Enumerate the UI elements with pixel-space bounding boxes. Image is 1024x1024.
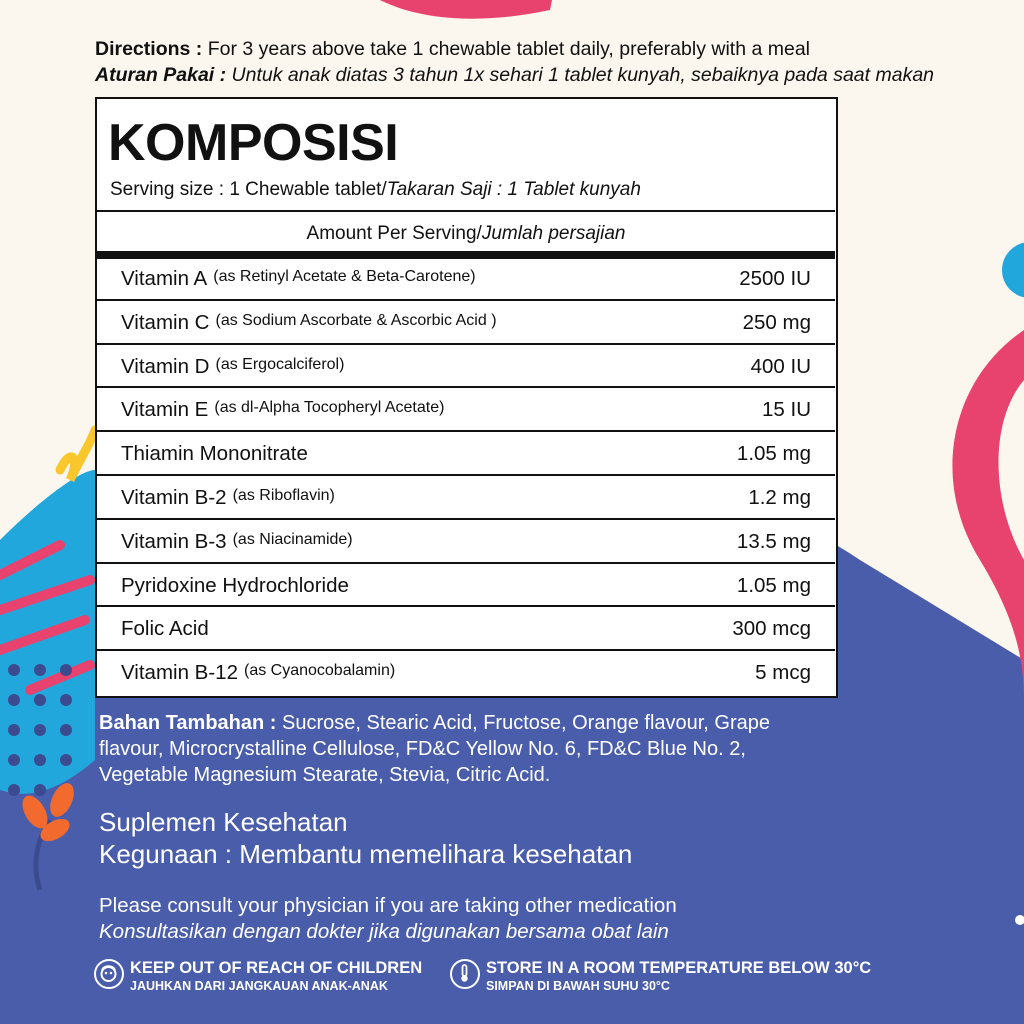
nutrient-amount: 250 mg [742,310,811,334]
serving-size [110,179,641,201]
nutrient-name: Pyridoxine Hydrochloride [121,573,349,597]
nutrient-name: Vitamin A [121,267,208,290]
nutrient-amount: 1.05 mg [736,573,811,597]
nutrient-source: (as Niacinamide) [232,530,353,548]
nutrient-table [97,257,835,695]
supplement-info [99,806,632,870]
nutrient-name: Vitamin C [121,310,210,334]
composition-header [97,99,835,212]
nutrient-amount: 300 mcg [732,617,811,641]
additives-label: Bahan Tambahan : [99,712,277,734]
cyan-dot-right [1002,242,1024,298]
table-row [97,301,835,345]
storage-warning-en: STORE IN A ROOM TEMPERATURE BELOW 30°C [486,959,872,977]
pink-brush-top [380,0,552,19]
table-row [97,607,835,651]
nutrient-name: Vitamin B-3 [121,529,227,553]
children-warning-en: KEEP OUT OF REACH OF CHILDREN [130,959,423,977]
amount-en: Amount Per Serving/ [306,223,482,244]
supplement-line1: Suplemen Kesehatan [99,807,348,837]
nutrient-source: (as Riboflavin) [232,486,335,504]
table-row [97,651,835,695]
table-row [97,257,835,301]
nutrient-source: (as dl-Alpha Tocopheryl Acetate) [214,399,445,417]
consult-en: Please consult your physician if you are taking other medication [99,894,677,917]
consult-note [99,893,677,945]
nutrient-name: Vitamin E [121,398,209,422]
child-face-icon [94,959,124,989]
table-row [97,564,835,608]
nutrient-name: Vitamin D [121,354,210,378]
nutrient-amount: 15 IU [762,398,811,422]
nutrient-source: (as Sodium Ascorbate & Ascorbic Acid ) [215,311,497,329]
nutrient-name: Folic Acid [121,617,209,641]
nutrient-amount: 2500 IU [739,267,811,290]
nutrient-name: Thiamin Mononitrate [121,442,308,466]
composition-panel [95,97,838,698]
nutrient-amount: 1.2 mg [748,485,811,509]
consult-id: Konsultasikan dengan dokter jika digunakan bersama obat lain [99,920,669,943]
directions [95,36,995,88]
table-row [97,388,835,432]
directions-id-text: Untuk anak diatas 3 tahun 1x sehari 1 tablet kunyah, sebaiknya pada saat makan [231,64,935,86]
directions-en-label: Directions : [95,38,203,60]
nutrient-source: (as Cyanocobalamin) [243,662,396,680]
nutrient-name: Vitamin B-12 [121,661,238,685]
table-row [97,345,835,389]
nutrient-amount: 400 IU [750,354,811,378]
serving-en: Serving size : 1 Chewable tablet/ [110,179,387,200]
additives-text: Sucrose, Stearic Acid, Fructose, Orange flavour, Grape flavour, Microcrystalline Cellulose, FD&C Yellow No. 6, FD&C Blue No. 2, Vegetable Magnesium Stearate, Stevia, Citric Acid. [99,712,771,786]
nutrient-source: (as Retinyl Acetate & Beta-Carotene) [213,268,476,285]
supplement-line2: Kegunaan : Membantu memelihara kesehatan [99,839,633,869]
children-warning-id: JAUHKAN DARI JANGKAUAN ANAK-ANAK [130,979,388,993]
directions-en-text: For 3 years above take 1 chewable tablet daily, preferably with a meal [207,38,810,60]
serving-id: Takaran Saji : 1 Tablet kunyah [386,179,641,200]
nutrient-source: (as Ergocalciferol) [215,355,345,373]
table-row [97,432,835,476]
nutrient-name: Vitamin B-2 [121,485,227,509]
nutrient-amount: 5 mcg [755,661,811,685]
nutrient-amount: 1.05 mg [736,442,811,466]
additives [99,710,819,788]
nutrient-amount: 13.5 mg [736,529,811,553]
composition-title: KOMPOSISI [108,114,399,172]
storage-warning-id: SIMPAN DI BAWAH SUHU 30°C [486,979,670,993]
table-row [97,476,835,520]
directions-id-label: Aturan Pakai : [95,64,227,86]
table-row [97,520,835,564]
thermometer-icon [450,959,480,989]
amount-id: Jumlah persajian [481,223,626,244]
